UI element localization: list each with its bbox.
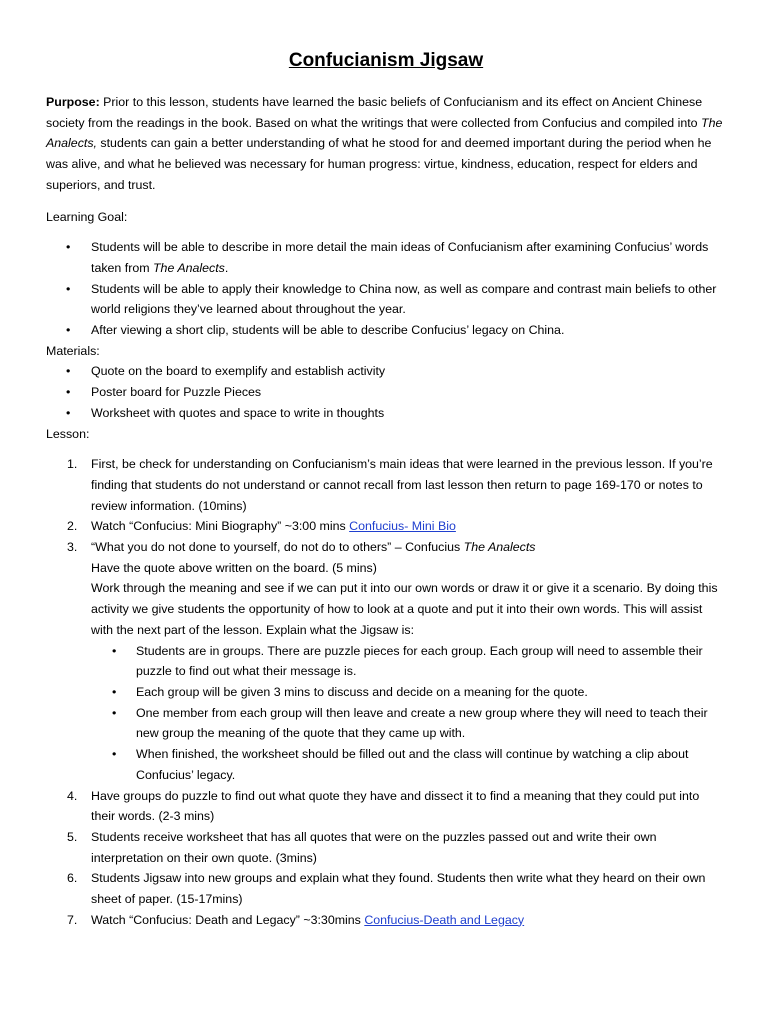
purpose-book-title: The Analects, (46, 115, 723, 151)
step-text: Have the quote above written on the board. (5 mins) (91, 560, 377, 575)
jigsaw-explanation-item: • Students are in groups. There are puzzle pieces for each group. Each group will need to assemble their puzzle to find out what their message is. (91, 641, 726, 682)
lesson-step (46, 910, 726, 931)
purpose-label: Purpose: (46, 95, 100, 109)
document-page (46, 48, 726, 930)
learning-goal-item (46, 279, 726, 320)
page-title: Confucianism Jigsaw (288, 50, 484, 71)
step-quote-source: The Analects (463, 540, 536, 555)
purpose-paragraph (46, 92, 726, 196)
materials-item: • Worksheet with quotes and space to write in thoughts (46, 403, 726, 424)
step-number: 2. (67, 519, 78, 534)
lesson-step (46, 786, 726, 827)
lesson-step (46, 827, 726, 868)
step-number: 5. (67, 829, 78, 844)
lesson-step (46, 454, 726, 516)
step-number: 3. (67, 540, 78, 555)
jigsaw-explanation-item: • One member from each group will then leave and create a new group where they will need to teach their new group the meaning of the quote that they came up with. (91, 703, 726, 744)
lesson-step (46, 516, 726, 537)
step-quote-line (91, 537, 726, 558)
learning-goal-text: Students will be able to describe in more detail the main ideas of Confucianism after examining Confucius’ words taken from (91, 240, 709, 275)
step-number: 1. (67, 457, 78, 472)
step-number: 7. (67, 912, 78, 927)
step-text: Work through the meaning and see if we can put it into our own words or draw it or give it a scenario. By doing this activity we give students the opportunity of how to look at a quote and put it into their own words. This will assist with the next part of the lesson. Explain what the Jigsaw is: (91, 581, 718, 637)
jigsaw-explanation-list (91, 641, 726, 786)
materials-label: Materials: (46, 343, 100, 358)
learning-goal-tail: . (224, 260, 229, 275)
lesson-step (46, 868, 726, 909)
jigsaw-explanation-item: • When finished, the worksheet should be filled out and the class will continue by watching a clip about Confucius’ legacy. (91, 744, 726, 785)
step-text: Have groups do puzzle to find out what quote they have and dissect it to find a meaning that they could put into their words. (2-3 mins) (91, 788, 700, 824)
materials-item: • Poster board for Puzzle Pieces (46, 382, 726, 403)
jigsaw-explanation-item: • Each group will be given 3 mins to discuss and decide on a meaning for the quote. (91, 682, 726, 703)
lesson-label: Lesson: (46, 426, 90, 441)
step-text: Students receive worksheet that has all quotes that were on the puzzles passed out and write their own interpretation on their own quote. (3mins) (91, 829, 657, 865)
mini-bio-link[interactable]: Confucius- Mini Bio (349, 519, 456, 534)
learning-goal-item (46, 320, 726, 341)
lesson-steps (46, 454, 726, 930)
step-text: Watch “Confucius: Mini Biography” ~3:00 mins (91, 519, 350, 534)
learning-goal-item (46, 237, 726, 278)
step-number: 4. (67, 788, 78, 803)
death-and-legacy-link[interactable]: Confucius-Death and Legacy (364, 912, 525, 927)
lesson-step (46, 537, 726, 785)
purpose-text-before: Prior to this lesson, students have learned the basic beliefs of Confucianism and its effect on Ancient Chinese society from the readings in the book. Based on what the writings that were collected from Confucius and compiled into (46, 95, 703, 130)
step-text: Watch “Confucius: Death and Legacy” ~3:30mins (91, 912, 365, 927)
learning-goal-text: After viewing a short clip, students will be able to describe Confucius’ legacy on China. (91, 323, 565, 338)
materials-list (46, 361, 726, 423)
learning-goal-label: Learning Goal: (46, 209, 128, 224)
step-text: Students Jigsaw into new groups and explain what they found. Students then write what they heard on their own sheet of paper. (15-17mins) (91, 871, 706, 907)
purpose-text-after: students can gain a better understanding of what he stood for and deemed important during the period when he was alive, and what he believed was necessary for human progress: virtue, kindness, education, respect for elders and superiors, and trust. (46, 136, 712, 192)
learning-goal-book-title: The Analects (152, 260, 225, 275)
step-text: First, be check for understanding on Confucianism’s main ideas that were learned in the previous lesson. If you’re finding that students do not understand or cannot recall from last lesson then return to page 169-170 or notes to review information. (10mins) (91, 457, 713, 513)
step-quote: “What you do not done to yourself, do not do to others” – Confucius (91, 540, 464, 555)
learning-goal-list (46, 237, 726, 341)
learning-goal-text: Students will be able to apply their knowledge to China now, as well as compare and contrast main beliefs to other world religions they’ve learned about throughout the year. (91, 281, 717, 317)
step-number: 6. (67, 871, 78, 886)
materials-item: • Quote on the board to exemplify and establish activity (46, 361, 726, 382)
